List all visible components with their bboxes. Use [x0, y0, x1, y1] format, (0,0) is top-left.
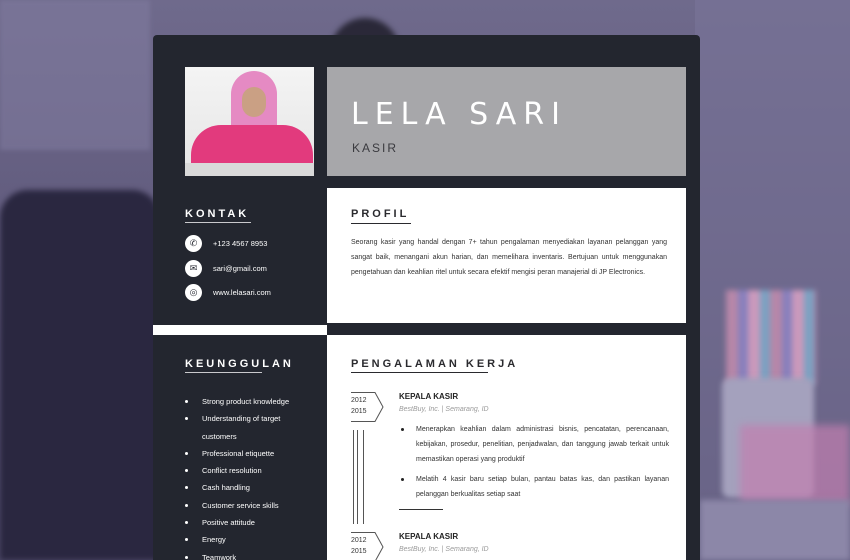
list-item: Positive attitude [185, 514, 315, 531]
list-item: Menerapkan keahlian dalam administrasi bisnis, pencatatan, perencanaan, kebijakan, prosedur, penelitian, penjadwalan, dan tanggung jawab terkait untuk memastikan operasi yang produktif [399, 422, 669, 467]
list-item: Cash handling [185, 479, 315, 496]
contact-website-text: www.lelasari.com [213, 288, 271, 297]
job-company: BestBuy, Inc. | Semarang, ID [399, 406, 489, 413]
profil-text: Seorang kasir yang handal dengan 7+ tahun pengalaman menyediakan layanan pelanggan yang sangat baik, menangani akun harian, dan memelihara inventaris. Bertujuan untuk menggunakan pengetahuan dan keahlian ritel untuk secara efektif mengisi peran manajerial di JP Electronics. [351, 239, 667, 276]
resume-sheet [153, 35, 700, 560]
job-year-start: 2012 [351, 537, 367, 544]
mail-icon: ✉ [185, 260, 202, 277]
timeline-lines [353, 430, 364, 524]
contact-phone [185, 235, 267, 252]
job-title: KEPALA KASIR [399, 392, 459, 401]
contact-email-text: sari@gmail.com [213, 264, 267, 273]
pengalaman-rule [351, 372, 488, 373]
skills-list [185, 393, 315, 560]
profile-photo [185, 67, 314, 176]
job-years [351, 392, 379, 423]
keunggulan-heading: KEUNGGULAN [185, 358, 294, 370]
background-chair [0, 190, 160, 560]
background-table [700, 500, 850, 560]
list-item: Understanding of target customers [185, 410, 315, 445]
pengalaman-section [327, 335, 686, 560]
person-role: KASIR [352, 141, 399, 155]
list-item: Teamwork [185, 549, 315, 560]
list-item: Melatih 4 kasir baru setiap bulan, pantau batas kas, dan pastikan layanan pelanggan berkualitas setiap saat [399, 472, 669, 502]
profil-rule [351, 223, 411, 224]
contact-phone-text: +123 4567 8953 [213, 239, 268, 248]
profil-section [327, 188, 686, 323]
job-bullets [399, 422, 669, 507]
person-name: LELA SARI [351, 97, 567, 132]
profil-heading: PROFIL [351, 208, 410, 220]
keunggulan-rule [185, 372, 262, 373]
job-title: KEPALA KASIR [399, 532, 459, 541]
list-item: Conflict resolution [185, 462, 315, 479]
background-shelf [0, 0, 150, 150]
job-year-start: 2012 [351, 397, 367, 404]
kontak-rule [185, 222, 251, 223]
photo-table [185, 163, 314, 176]
name-header [327, 67, 686, 176]
web-icon: ◎ [185, 284, 202, 301]
section-divider [153, 325, 327, 335]
list-item: Customer service skills [185, 497, 315, 514]
list-item: Professional etiquette [185, 445, 315, 462]
photo-face [242, 87, 266, 117]
contact-email [185, 260, 267, 277]
job-year-end: 2015 [351, 408, 367, 415]
pengalaman-heading: PENGALAMAN KERJA [351, 358, 519, 370]
list-item: Energy [185, 531, 315, 548]
background-pens [726, 290, 816, 385]
job-company: BestBuy, Inc. | Semarang, ID [399, 546, 489, 553]
kontak-heading: KONTAK [185, 208, 250, 220]
job-year-end: 2015 [351, 548, 367, 555]
background-book [740, 425, 850, 505]
job-years [351, 532, 379, 560]
phone-icon: ✆ [185, 235, 202, 252]
contact-website [185, 284, 271, 301]
list-item: Strong product knowledge [185, 393, 315, 410]
job-separator [399, 509, 443, 510]
